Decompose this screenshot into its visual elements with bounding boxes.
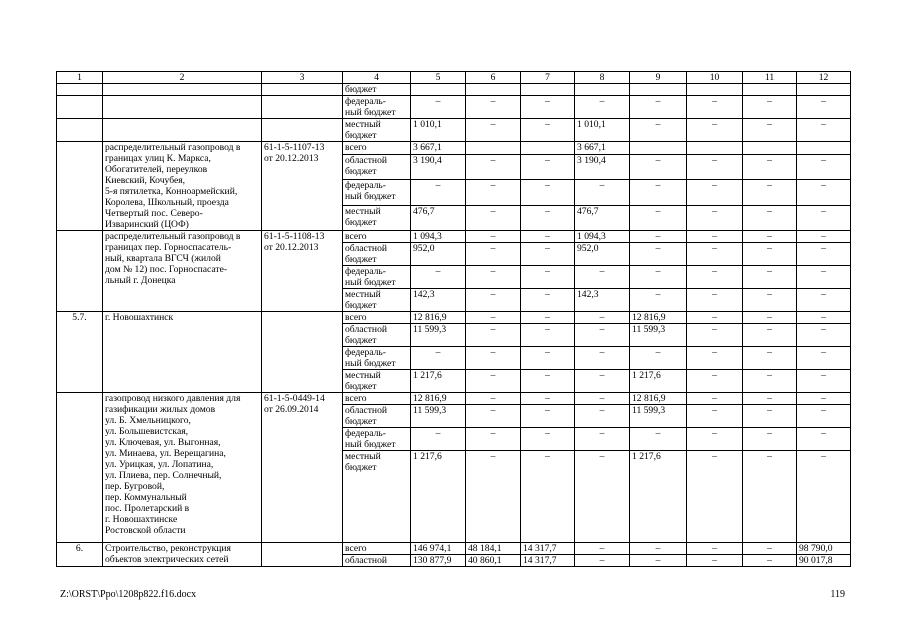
value-cell: – xyxy=(687,205,743,230)
value-cell: 14 317,7 xyxy=(521,555,575,567)
column-header: 2 xyxy=(103,72,262,84)
value-cell xyxy=(466,84,521,96)
value-cell: – xyxy=(743,243,797,266)
value-cell: – xyxy=(466,405,521,428)
value-cell: – xyxy=(575,312,630,324)
value-cell: – xyxy=(466,96,521,119)
document-number-cell: 61-1-5-0449-14 от 26.09.2014 xyxy=(262,393,343,543)
column-header: 7 xyxy=(521,72,575,84)
value-cell: 11 599,3 xyxy=(630,405,687,428)
value-cell: – xyxy=(466,312,521,324)
value-cell: – xyxy=(466,393,521,405)
value-cell xyxy=(411,84,466,96)
column-header: 5 xyxy=(411,72,466,84)
value-cell: – xyxy=(411,180,466,205)
value-cell: 3 667,1 xyxy=(411,142,466,155)
value-cell: – xyxy=(743,312,797,324)
value-cell: 14 317,7 xyxy=(521,543,575,555)
value-cell: 1 217,6 xyxy=(630,451,687,543)
value-cell: – xyxy=(575,96,630,119)
table-row xyxy=(57,142,851,155)
value-cell: – xyxy=(521,405,575,428)
budget-source-cell: местный бюджет xyxy=(343,451,411,543)
budget-source-cell: федераль- ный бюджет xyxy=(343,266,411,289)
value-cell: – xyxy=(466,243,521,266)
column-header: 11 xyxy=(743,72,797,84)
value-cell: – xyxy=(521,393,575,405)
value-cell: 98 790,0 xyxy=(797,543,851,555)
value-cell: – xyxy=(797,266,851,289)
value-cell: – xyxy=(466,205,521,230)
document-number-cell xyxy=(262,543,343,567)
value-cell: – xyxy=(743,119,797,142)
value-cell: – xyxy=(743,155,797,180)
footer-page-number: 119 xyxy=(830,589,845,600)
value-cell: 1 217,6 xyxy=(411,370,466,393)
budget-source-cell: федераль- ный бюджет xyxy=(343,428,411,451)
column-header: 4 xyxy=(343,72,411,84)
value-cell: – xyxy=(687,266,743,289)
value-cell: – xyxy=(797,312,851,324)
value-cell: – xyxy=(743,451,797,543)
value-cell: – xyxy=(575,451,630,543)
value-cell: – xyxy=(797,119,851,142)
value-cell xyxy=(687,84,743,96)
value-cell: – xyxy=(521,347,575,370)
value-cell: – xyxy=(743,205,797,230)
value-cell: – xyxy=(575,543,630,555)
value-cell xyxy=(521,142,575,155)
value-cell: 40 860,1 xyxy=(466,555,521,567)
value-cell: – xyxy=(743,96,797,119)
document-number-cell xyxy=(262,119,343,142)
value-cell: – xyxy=(743,289,797,312)
value-cell: – xyxy=(521,243,575,266)
table-row xyxy=(57,96,851,119)
value-cell: 12 816,9 xyxy=(630,312,687,324)
value-cell: 1 010,1 xyxy=(575,119,630,142)
value-cell: 11 599,3 xyxy=(630,324,687,347)
value-cell: – xyxy=(575,370,630,393)
value-cell: 952,0 xyxy=(411,243,466,266)
column-header: 9 xyxy=(630,72,687,84)
value-cell: – xyxy=(630,347,687,370)
value-cell: – xyxy=(575,405,630,428)
document-number-cell: 61-1-5-1108-13 от 20.12.2013 xyxy=(262,231,343,312)
value-cell: – xyxy=(687,451,743,543)
document-number-cell xyxy=(262,96,343,119)
table-row xyxy=(57,543,851,555)
value-cell: – xyxy=(575,347,630,370)
value-cell: – xyxy=(743,180,797,205)
row-number-cell xyxy=(57,231,103,312)
row-number-cell xyxy=(57,142,103,231)
value-cell: – xyxy=(743,428,797,451)
value-cell: – xyxy=(411,347,466,370)
value-cell: 952,0 xyxy=(575,243,630,266)
value-cell: – xyxy=(687,405,743,428)
budget-source-cell: областной бюджет xyxy=(343,155,411,180)
object-name-cell: г. Новошахтинск xyxy=(103,312,262,393)
budget-source-cell: федераль- ный бюджет xyxy=(343,180,411,205)
value-cell: – xyxy=(630,205,687,230)
budget-source-cell: местный бюджет xyxy=(343,119,411,142)
value-cell: – xyxy=(797,205,851,230)
value-cell: – xyxy=(466,266,521,289)
budget-source-cell: областной бюджет xyxy=(343,243,411,266)
value-cell: 11 599,3 xyxy=(411,324,466,347)
column-header: 3 xyxy=(262,72,343,84)
value-cell: – xyxy=(521,289,575,312)
value-cell: 1 010,1 xyxy=(411,119,466,142)
value-cell xyxy=(575,84,630,96)
value-cell: – xyxy=(630,243,687,266)
value-cell: – xyxy=(466,324,521,347)
value-cell: – xyxy=(575,180,630,205)
document-number-cell xyxy=(262,84,343,96)
budget-source-cell: всего xyxy=(343,142,411,155)
value-cell xyxy=(797,142,851,155)
value-cell: 11 599,3 xyxy=(411,405,466,428)
value-cell: – xyxy=(630,155,687,180)
value-cell: – xyxy=(797,180,851,205)
column-header: 12 xyxy=(797,72,851,84)
value-cell: – xyxy=(687,370,743,393)
row-number-cell xyxy=(57,393,103,543)
value-cell: – xyxy=(743,370,797,393)
header-row xyxy=(57,72,851,84)
value-cell xyxy=(630,142,687,155)
value-cell: – xyxy=(630,231,687,243)
value-cell: – xyxy=(797,155,851,180)
table-row xyxy=(57,312,851,324)
footer-file-path: Z:\ORST\Ppo\1208p822.f16.docx xyxy=(60,589,197,600)
row-number-cell xyxy=(57,119,103,142)
value-cell: 130 877,9 xyxy=(411,555,466,567)
object-name-cell: Строительство, реконструкция объектов электрических сетей xyxy=(103,543,262,567)
value-cell xyxy=(630,84,687,96)
value-cell: 146 974,1 xyxy=(411,543,466,555)
budget-source-cell: местный бюджет xyxy=(343,370,411,393)
value-cell: – xyxy=(797,428,851,451)
value-cell: – xyxy=(743,555,797,567)
value-cell: – xyxy=(521,119,575,142)
value-cell: – xyxy=(687,231,743,243)
budget-source-cell: всего xyxy=(343,543,411,555)
value-cell: – xyxy=(687,543,743,555)
budget-source-cell: областной бюджет xyxy=(343,405,411,428)
column-header: 1 xyxy=(57,72,103,84)
value-cell: – xyxy=(630,96,687,119)
value-cell: – xyxy=(630,266,687,289)
value-cell: – xyxy=(466,451,521,543)
value-cell: – xyxy=(797,231,851,243)
value-cell: – xyxy=(521,205,575,230)
value-cell: 48 184,1 xyxy=(466,543,521,555)
value-cell: – xyxy=(630,119,687,142)
value-cell: – xyxy=(743,393,797,405)
value-cell: – xyxy=(521,312,575,324)
value-cell xyxy=(797,84,851,96)
value-cell: – xyxy=(521,96,575,119)
value-cell: – xyxy=(630,289,687,312)
object-name-cell xyxy=(103,119,262,142)
value-cell: – xyxy=(630,543,687,555)
budget-source-cell: федераль- ный бюджет xyxy=(343,96,411,119)
value-cell: – xyxy=(521,370,575,393)
budget-source-cell: областной бюджет xyxy=(343,324,411,347)
value-cell: – xyxy=(797,370,851,393)
value-cell: – xyxy=(575,266,630,289)
value-cell: – xyxy=(630,428,687,451)
document-number-cell xyxy=(262,312,343,393)
budget-source-cell: местный бюджет xyxy=(343,289,411,312)
value-cell: 1 094,3 xyxy=(575,231,630,243)
column-header: 6 xyxy=(466,72,521,84)
budget-source-cell: областной xyxy=(343,555,411,567)
column-header: 10 xyxy=(687,72,743,84)
value-cell: 12 816,9 xyxy=(411,312,466,324)
value-cell: – xyxy=(466,370,521,393)
column-header: 8 xyxy=(575,72,630,84)
value-cell: – xyxy=(466,155,521,180)
value-cell: – xyxy=(743,231,797,243)
budget-source-cell: всего xyxy=(343,312,411,324)
object-name-cell: распределительный газопровод в границах пер. Горноспасатель- ный, квартала ВГСЧ (жилой дом № 12) пос. Горноспасате- льный г. Донецка xyxy=(103,231,262,312)
value-cell: – xyxy=(575,428,630,451)
object-name-cell: распределительный газопровод в границах улиц К. Маркса, Обогатителей, переулков Киевский, Кочубея, 5-я пятилетка, Коннoармейский, Королева, Школьный, проезда Четвертый пос. Северо- Изваринский (ЦОФ) xyxy=(103,142,262,231)
value-cell: 1 217,6 xyxy=(411,451,466,543)
value-cell: – xyxy=(466,428,521,451)
value-cell: 476,7 xyxy=(575,205,630,230)
value-cell: – xyxy=(687,555,743,567)
value-cell: – xyxy=(575,324,630,347)
value-cell: – xyxy=(466,119,521,142)
table-row xyxy=(57,84,851,96)
value-cell xyxy=(687,142,743,155)
value-cell: – xyxy=(521,428,575,451)
value-cell: – xyxy=(687,155,743,180)
object-name-cell: газопровод низкого давления для газификации жилых домов ул. Б. Хмельницкого, ул. Большевистская, ул. Ключевая, ул. Выгонная, ул. Минаева, ул. Верещагина, ул. Урицкая, ул. Лопатина, ул. Плиева, пер. Солнечный, пер. Бугровой, пер. Коммунальный пос. Пролетарский в г. Новошахтинске Ростовской области xyxy=(103,393,262,543)
value-cell: – xyxy=(687,393,743,405)
value-cell: 142,3 xyxy=(575,289,630,312)
table-row xyxy=(57,231,851,243)
value-cell: – xyxy=(521,180,575,205)
value-cell: – xyxy=(411,96,466,119)
value-cell: – xyxy=(743,324,797,347)
value-cell: – xyxy=(575,393,630,405)
table-row xyxy=(57,393,851,405)
value-cell: – xyxy=(687,324,743,347)
value-cell: – xyxy=(797,289,851,312)
value-cell: – xyxy=(687,96,743,119)
value-cell: – xyxy=(687,243,743,266)
budget-source-cell: местный бюджет xyxy=(343,205,411,230)
value-cell: – xyxy=(466,289,521,312)
value-cell: – xyxy=(687,312,743,324)
object-name-cell xyxy=(103,84,262,96)
row-number-cell: 5.7. xyxy=(57,312,103,393)
value-cell: – xyxy=(797,96,851,119)
value-cell: 1 217,6 xyxy=(630,370,687,393)
value-cell: – xyxy=(687,180,743,205)
value-cell: 142,3 xyxy=(411,289,466,312)
value-cell: – xyxy=(687,347,743,370)
value-cell: – xyxy=(797,451,851,543)
value-cell: 90 017,8 xyxy=(797,555,851,567)
value-cell: – xyxy=(797,324,851,347)
value-cell: 3 190,4 xyxy=(575,155,630,180)
budget-source-cell: федераль- ный бюджет xyxy=(343,347,411,370)
value-cell: – xyxy=(797,405,851,428)
value-cell: 3 667,1 xyxy=(575,142,630,155)
value-cell: – xyxy=(630,180,687,205)
budget-source-cell: всего xyxy=(343,231,411,243)
budget-source-cell: бюджет xyxy=(343,84,411,96)
value-cell: 12 816,9 xyxy=(630,393,687,405)
value-cell xyxy=(521,84,575,96)
value-cell: 12 816,9 xyxy=(411,393,466,405)
value-cell: – xyxy=(797,393,851,405)
value-cell: – xyxy=(411,428,466,451)
row-number-cell xyxy=(57,96,103,119)
value-cell: – xyxy=(521,266,575,289)
object-name-cell xyxy=(103,96,262,119)
value-cell: – xyxy=(466,231,521,243)
value-cell: – xyxy=(411,266,466,289)
value-cell: – xyxy=(743,543,797,555)
value-cell: – xyxy=(687,428,743,451)
value-cell: – xyxy=(630,555,687,567)
value-cell: – xyxy=(521,231,575,243)
value-cell: 1 094,3 xyxy=(411,231,466,243)
value-cell: – xyxy=(797,347,851,370)
budget-source-cell: всего xyxy=(343,393,411,405)
value-cell xyxy=(466,142,521,155)
document-number-cell: 61-1-5-1107-13 от 20.12.2013 xyxy=(262,142,343,231)
value-cell: – xyxy=(575,555,630,567)
data-table xyxy=(56,71,851,567)
value-cell xyxy=(743,84,797,96)
row-number-cell: 6. xyxy=(57,543,103,567)
value-cell: 476,7 xyxy=(411,205,466,230)
row-number-cell xyxy=(57,84,103,96)
value-cell: 3 190,4 xyxy=(411,155,466,180)
value-cell: – xyxy=(521,451,575,543)
value-cell: – xyxy=(687,119,743,142)
value-cell: – xyxy=(743,347,797,370)
value-cell xyxy=(743,142,797,155)
value-cell: – xyxy=(466,347,521,370)
value-cell: – xyxy=(743,405,797,428)
value-cell: – xyxy=(521,324,575,347)
table-row xyxy=(57,119,851,142)
value-cell: – xyxy=(743,266,797,289)
value-cell: – xyxy=(687,289,743,312)
value-cell: – xyxy=(797,243,851,266)
value-cell: – xyxy=(521,155,575,180)
value-cell: – xyxy=(466,180,521,205)
